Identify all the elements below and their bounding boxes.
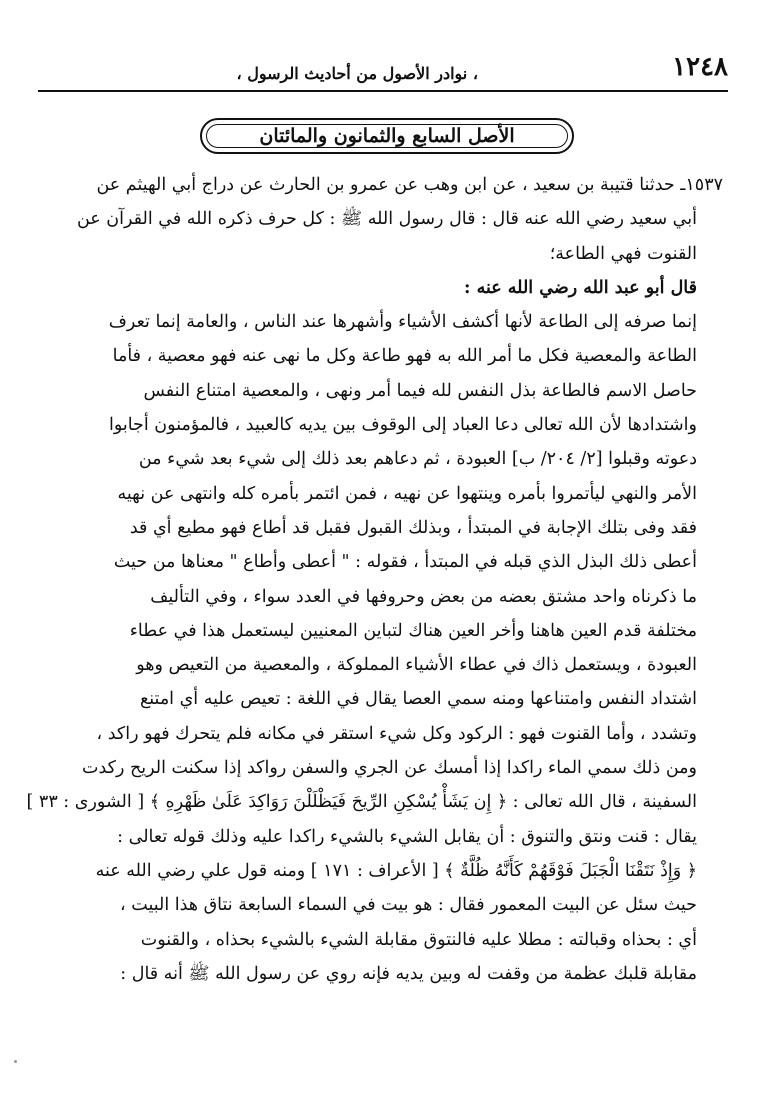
text-line: اشتداد النفس وامتناعها ومنه سمي العصا يقال في اللغة : تعيص عليه أي امتنع (139, 689, 697, 710)
text-line: إنما صرفه إلى الطاعة لأنها أكشف الأشياء وأشهرها عند الناس ، والعامة إنما تعرف (108, 312, 697, 333)
chapter-title: الأصل السابع والثمانون والمائتان (259, 125, 515, 147)
text-line: أعطى ذلك البذل الذي قبله في المبتدأ ، فقوله : " أعطى وأطاع " معناها من حيث (113, 552, 697, 573)
text-line: دعوته وقبلوا [٢/ ٢٠٤/ ب] العبودة ، ثم دعاهم بعد ذلك إلى شيء بعد شيء من (138, 449, 697, 470)
header-rule (38, 90, 728, 92)
scan-speck (14, 1060, 17, 1063)
body-text (26, 168, 723, 991)
text-line: فقد وفى بتلك الإجابة في المبتدأ ، وبذلك القبول فقبل قد أطاع فهو مطيع أي قد (129, 517, 697, 538)
text-line: الطاعة والمعصية فكل ما أمر الله به فهو طاعة وكل ما نهى عنه فهو معصية ، فأما (112, 346, 697, 367)
running-title: ، نوادر الأصول من أحاديث الرسول ، (236, 64, 478, 83)
text-line: أي : بحذاه وقبالته : مطلا عليه فالنتوق مقابلة الشيء بالشيء بحذاه ، والقنوت (140, 929, 697, 950)
text-line: العبودة ، ويستعمل ذاك في عطاء الأشياء المملوكة ، والمعصية من التعيص وهو (136, 655, 697, 676)
text-line: ومن ذلك سمي الماء راكدا إذا أمسك عن الجري والسفن رواكد إذا سكنت الريح ركدت (81, 758, 697, 779)
text-line: الأمر والنهي ليأتمروا بأمره وينتهوا عن نهيه ، فمن ائتمر بأمره كله وانتهى عن نهيه (117, 483, 697, 504)
hadith-line: ١٥٣٧ـ حدثنا قتيبة بن سعيد ، عن ابن وهب عن عمرو بن الحارث عن دراج أبي الهيثم عن (96, 175, 723, 195)
quran-verse-line: السفينة ، قال الله تعالى : ﴿ إِن يَشَأْ يُسْكِنِ الرِّيحَ فَيَظْلَلْنَ رَوَاكِدَ عَلَىٰ ظَهْرِهِ ﴾ [ الشورى : ٣٣ ] (26, 792, 697, 813)
speaker-line: قال أبو عبد الله رضي الله عنه : (464, 277, 697, 298)
text-line: ما ذكرناه واحد مشتق بعضه من بعض وحروفها في العدد سواء ، وفي التأليف (150, 586, 697, 607)
text-line: أبي سعيد رضي الله عنه قال : قال رسول الله ﷺ : كل حرف ذكره الله في القرآن عن (76, 209, 697, 230)
chapter-heading (200, 118, 574, 154)
text-line: مختلفة قدم العين هاهنا وأخر العين هناك لتباين المعنيين ليستعمل هذا في عطاء (129, 620, 697, 641)
text-line: وتشدد ، وأما القنوت فهو : الركود وكل شيء استقر في مكانه فلم يتحرك فهو راكد ، (96, 723, 697, 744)
text-line: حيث سئل عن البيت المعمور فقال : هو بيت في السماء السابعة نتاق هذا البيت ، (120, 895, 697, 916)
text-line: حاصل الاسم فالطاعة بذل النفس لله فيما أمر ونهى ، والمعصية امتناع النفس (143, 380, 697, 401)
page-number: ١٢٤٨ (672, 52, 728, 82)
text-line: القنوت فهي الطاعة؛ (549, 243, 697, 264)
quran-verse-line: ﴿ وَإِذْ نَتَقْنَا الْجَبَلَ فَوْقَهُمْ كَأَنَّهُ ظُلَّةٌ ﴾ [ الأعراف : ١٧١ ] ومنه قول علي رضي الله عنه (95, 860, 697, 881)
text-line: واشتدادها لأن الله تعالى دعا العباد إلى الوقوف بين يديه كالعبيد ، فالمؤمنون أجابوا (108, 415, 697, 436)
text-line: يقال : قنت ونتق والتنوق : أن يقابل الشيء بالشيء راكدا عليه وذلك قوله تعالى : (117, 826, 697, 847)
page-header (38, 52, 728, 92)
text-line: مقابلة قلبك عظمة من وقفت له وبين يديه فإنه روي عن رسول الله ﷺ أنه قال : (120, 963, 697, 984)
